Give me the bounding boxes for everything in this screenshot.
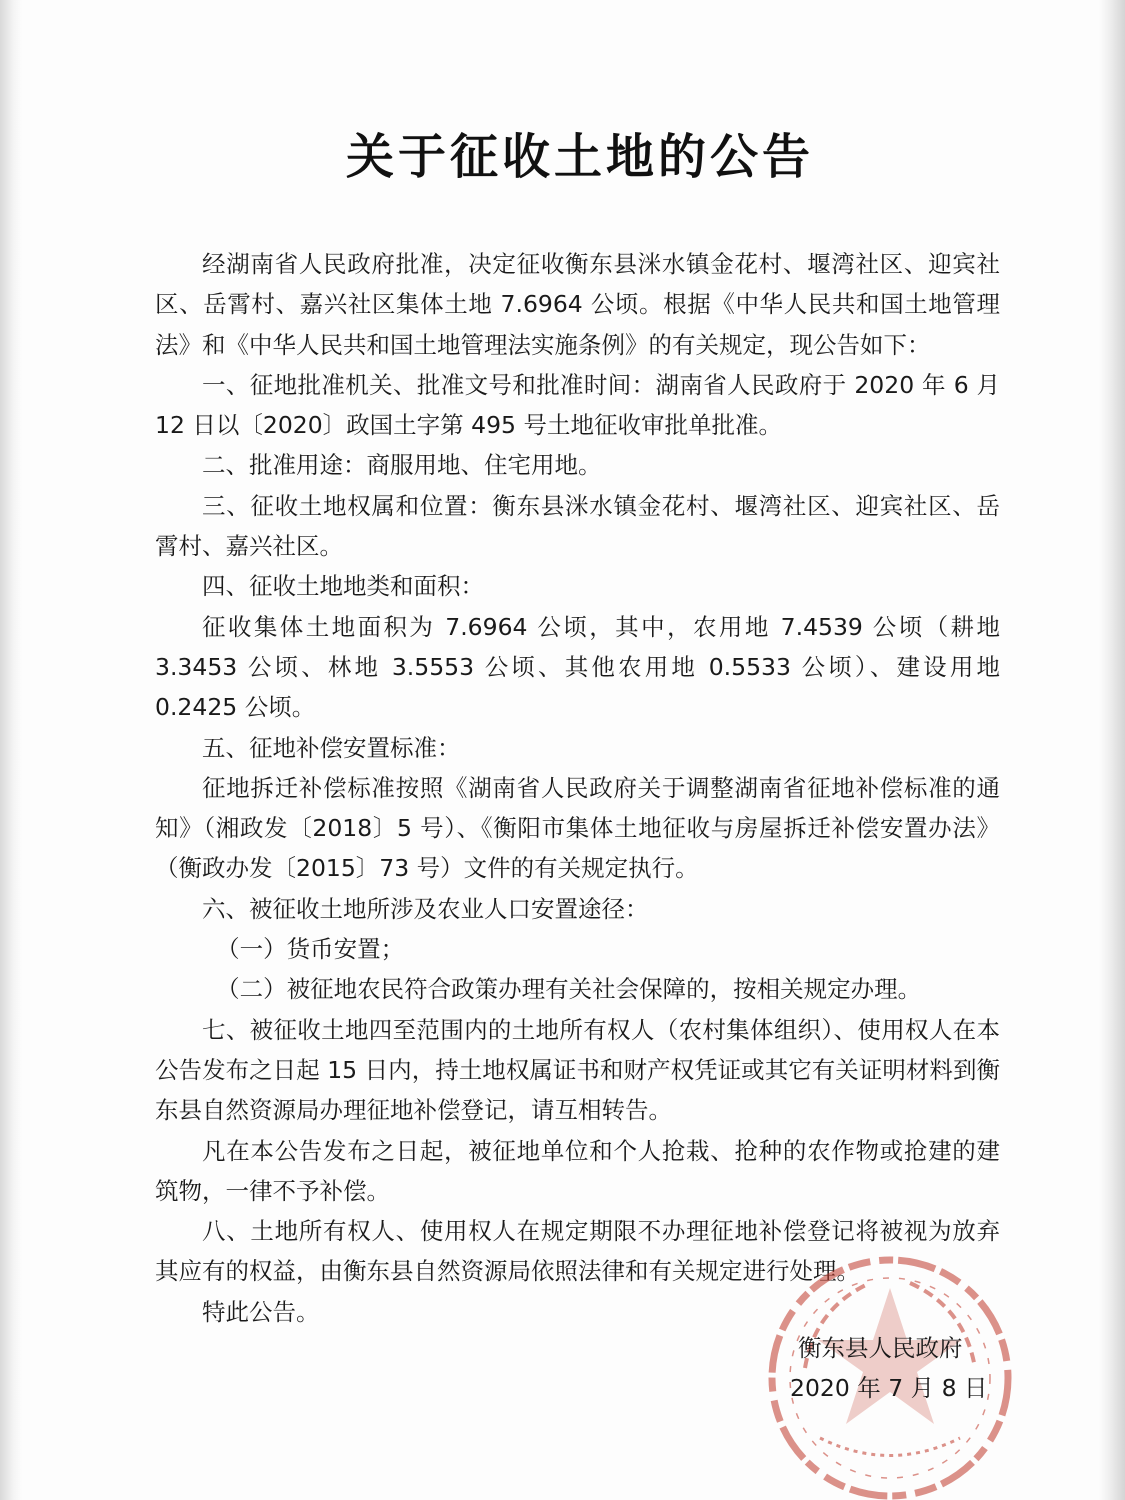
section-6-heading: 六、被征收土地所涉及农业人口安置途径： <box>202 894 649 923</box>
section-2-purpose: 二、批准用途：商服用地、住宅用地。 <box>202 451 602 480</box>
section-6-item-1: （一）货币安置； <box>216 935 405 964</box>
document-body <box>155 244 1000 1332</box>
intro-paragraph: 经湖南省人民政府批准，决定征收衡东县洣水镇金花村、堰湾社区、迎宾社区、岳霄村、嘉兴社区集体土地 7.6964 公顷。根据《中华人民共和国土地管理法》和《中华人民共和国土地管理法实施条例》的有关规定，现公告如下： <box>155 250 1000 359</box>
page-edge-left <box>0 0 22 1500</box>
page-edge-right <box>1099 0 1125 1500</box>
signature-block <box>790 1328 1010 1408</box>
section-4-area: 征收集体土地面积为 7.6964 公顷，其中，农用地 7.4539 公顷（耕地 3.3453 公顷、林地 3.5553 公顷、其他农用地 0.5533 公顷）、建设用地 0.2425 公顷。 <box>155 612 1000 722</box>
section-3-location: 三、征收土地权属和位置：衡东县洣水镇金花村、堰湾社区、迎宾社区、岳霄村、嘉兴社区。 <box>155 491 1000 561</box>
issue-date: 2020 年 7 月 8 日 <box>790 1374 988 1402</box>
section-6-item-2: （二）被征地农民符合政策办理有关社会保障的，按相关规定办理。 <box>216 975 922 1004</box>
section-7-no-compensation: 凡在本公告发布之日起，被征地单位和个人抢栽、抢种的农作物或抢建的建筑物，一律不予补偿。 <box>155 1136 1000 1205</box>
section-5-heading: 五、征地补偿安置标准： <box>202 733 461 762</box>
document-title: 关于征收土地的公告 <box>345 129 814 185</box>
section-7-registration: 七、被征收土地四至范围内的土地所有权人（农村集体组织）、使用权人在本公告发布之日起 15 日内，持土地权属证书和财产权凭证或其它有关证明材料到衡东县自然资源局办理征地补偿登记，请互相转告。 <box>155 1015 1000 1125</box>
issuing-authority: 衡东县人民政府 <box>798 1334 963 1362</box>
section-5-standard: 征地拆迁补偿标准按照《湖南省人民政府关于调整湖南省征地补偿标准的通知》（湘政发〔2018〕5 号）、《衡阳市集体土地征收与房屋拆迁补偿安置办法》（衡政办发〔2015〕73 号）文件的有关规定执行。 <box>155 773 1000 883</box>
section-8-forfeit: 八、土地所有权人、使用权人在规定期限不办理征地补偿登记将被视为放弃其应有的权益，由衡东县自然资源局依照法律和有关规定进行处理。 <box>155 1217 1000 1286</box>
section-4-heading: 四、征收土地地类和面积： <box>202 572 484 601</box>
closing-line: 特此公告。 <box>202 1297 320 1326</box>
section-1-approval: 一、征地批准机关、批准文号和批准时间：湖南省人民政府于 2020 年 6 月 12 日以〔2020〕政国土字第 495 号土地征收审批单批准。 <box>155 370 1000 440</box>
